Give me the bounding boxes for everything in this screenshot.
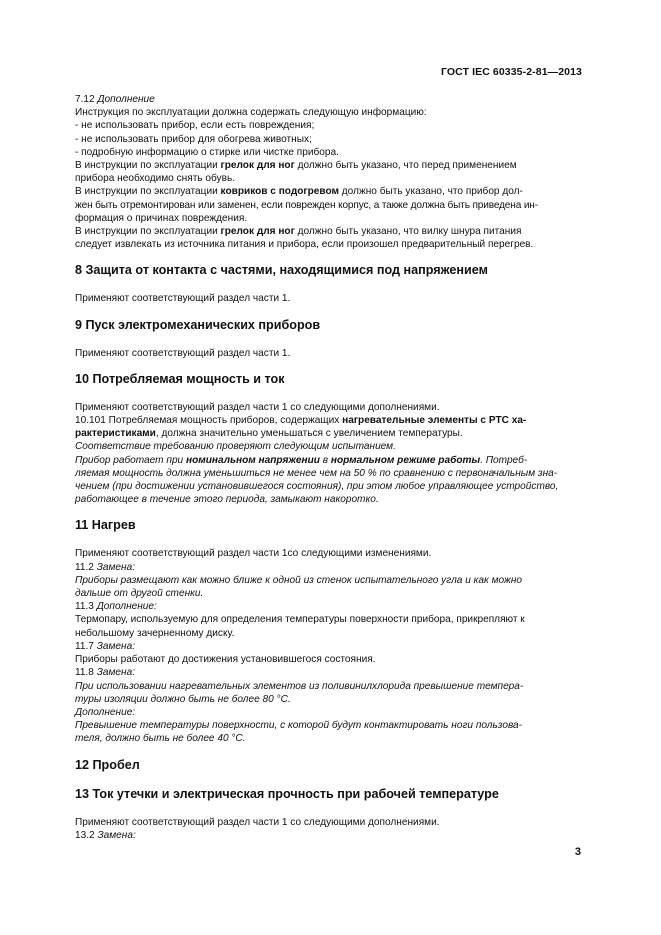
- section-9-text: Применяют соответствующий раздел части 1.: [75, 347, 291, 359]
- paragraph-line: Приборы размещают как можно ближе к одной из стенок испытательного угла и как можно: [75, 574, 522, 586]
- clause-11-7: 11.7 Замена:: [75, 640, 136, 652]
- list-item: - подробную информацию о стирке или чистке прибора.: [75, 146, 339, 158]
- clause-7-12-intro: Инструкция по эксплуатации должна содержать следующую информацию:: [75, 107, 427, 119]
- section-heading-8: 8 Защита от контакта с частями, находящимися под напряжением: [75, 263, 488, 278]
- section-heading-9: 9 Пуск электромеханических приборов: [75, 317, 321, 332]
- paragraph-line: теля, должно быть не более 40 °С.: [75, 733, 246, 745]
- test-description: Прибор работает при номинальном напряжении в нормальном режиме работы. Потреб-: [75, 454, 528, 466]
- compliance-check: Соответствие требованию проверяют следующим испытанием.: [75, 441, 396, 453]
- section-heading-12: 12 Пробел: [75, 757, 140, 772]
- paragraph-line: ляемая мощность должна уменьшиться не менее чем на 50 % по сравнению с первоначальным зна-: [75, 467, 558, 479]
- paragraph-heated-mats: В инструкции по эксплуатации ковриков с подогревом должно быть указано, что прибор дол-: [75, 186, 523, 198]
- clause-13-2: 13.2 Замена:: [75, 829, 136, 841]
- clause-11-8: 11.8 Замена:: [75, 667, 136, 679]
- paragraph-line: формация о причинах повреждения.: [75, 212, 248, 224]
- section-heading-10: 10 Потребляемая мощность и ток: [75, 371, 285, 386]
- paragraph-line: рактеристиками, должна значительно уменьшаться с увеличением температуры.: [75, 428, 463, 440]
- list-item: - не использовать прибор, если есть повреждения;: [75, 120, 315, 132]
- paragraph-line: Термопару, используемую для определения температуры поверхности прибора, прикрепляют к: [75, 614, 525, 626]
- clause-10-101: 10.101 Потребляемая мощность приборов, содержащих нагревательные элементы с РТС ха-: [75, 415, 527, 427]
- clause-11-2: 11.2 Замена:: [75, 561, 136, 573]
- clause-11-3: 11.3 Дополнение:: [75, 601, 157, 613]
- paragraph-line: Превышение температуры поверхности, с которой будут контактировать ноги пользова-: [75, 720, 523, 732]
- list-item: - не использовать прибор для обогрева животных;: [75, 133, 312, 145]
- paragraph-foot-warmers-plug: В инструкции по эксплуатации грелок для ног должно быть указано, что вилку шнура питания: [75, 226, 522, 238]
- paragraph-line: чением (при достижении установившегося состояния), при этом любое управляющее устройство,: [75, 481, 559, 493]
- clause-7-12: 7.12 Дополнение: [75, 94, 155, 105]
- paragraph-line: прибора необходимо снять обувь.: [75, 173, 236, 185]
- paragraph-line: небольшому зачерненному диску.: [75, 627, 235, 639]
- paragraph-line: туры изоляции должно быть не более 80 °С.: [75, 693, 291, 705]
- paragraph-line: следует извлекать из источника питания и прибора, если произошел предварительный перегрев.: [75, 239, 534, 251]
- section-11-text: Применяют соответствующий раздел части 1со следующими изменениями.: [75, 548, 432, 560]
- section-heading-11: 11 Нагрев: [75, 518, 136, 533]
- clause-11-8-addition: Дополнение:: [75, 706, 136, 718]
- document-body: [75, 93, 583, 842]
- section-10-text: Применяют соответствующий раздел части 1 со следующими дополнениями.: [75, 401, 440, 413]
- paragraph-line: Приборы работают до достижения установившегося состояния.: [75, 654, 376, 666]
- paragraph-line: жен быть отремонтирован или заменен, если поврежден корпус, а также должна быть приведена ин-: [75, 199, 538, 211]
- paragraph-line: дальше от другой стенки.: [75, 588, 204, 600]
- section-13-text: Применяют соответствующий раздел части 1 со следующими дополнениями.: [75, 816, 440, 828]
- paragraph-foot-warmers-shoes: В инструкции по эксплуатации грелок для ног должно быть указано, что перед применением: [75, 160, 517, 172]
- standard-designation: ГОСТ IEC 60335-2-81—2013: [440, 66, 582, 78]
- section-heading-13: 13 Ток утечки и электрическая прочность при рабочей температуре: [75, 786, 499, 801]
- paragraph-line: При использовании нагревательных элементов из поливинилхлорида превышение темпера-: [75, 680, 524, 692]
- section-8-text: Применяют соответствующий раздел части 1.: [75, 293, 291, 305]
- paragraph-line: работающее в течение этого периода, замыкают накоротко.: [75, 494, 379, 506]
- page-number: 3: [574, 846, 581, 858]
